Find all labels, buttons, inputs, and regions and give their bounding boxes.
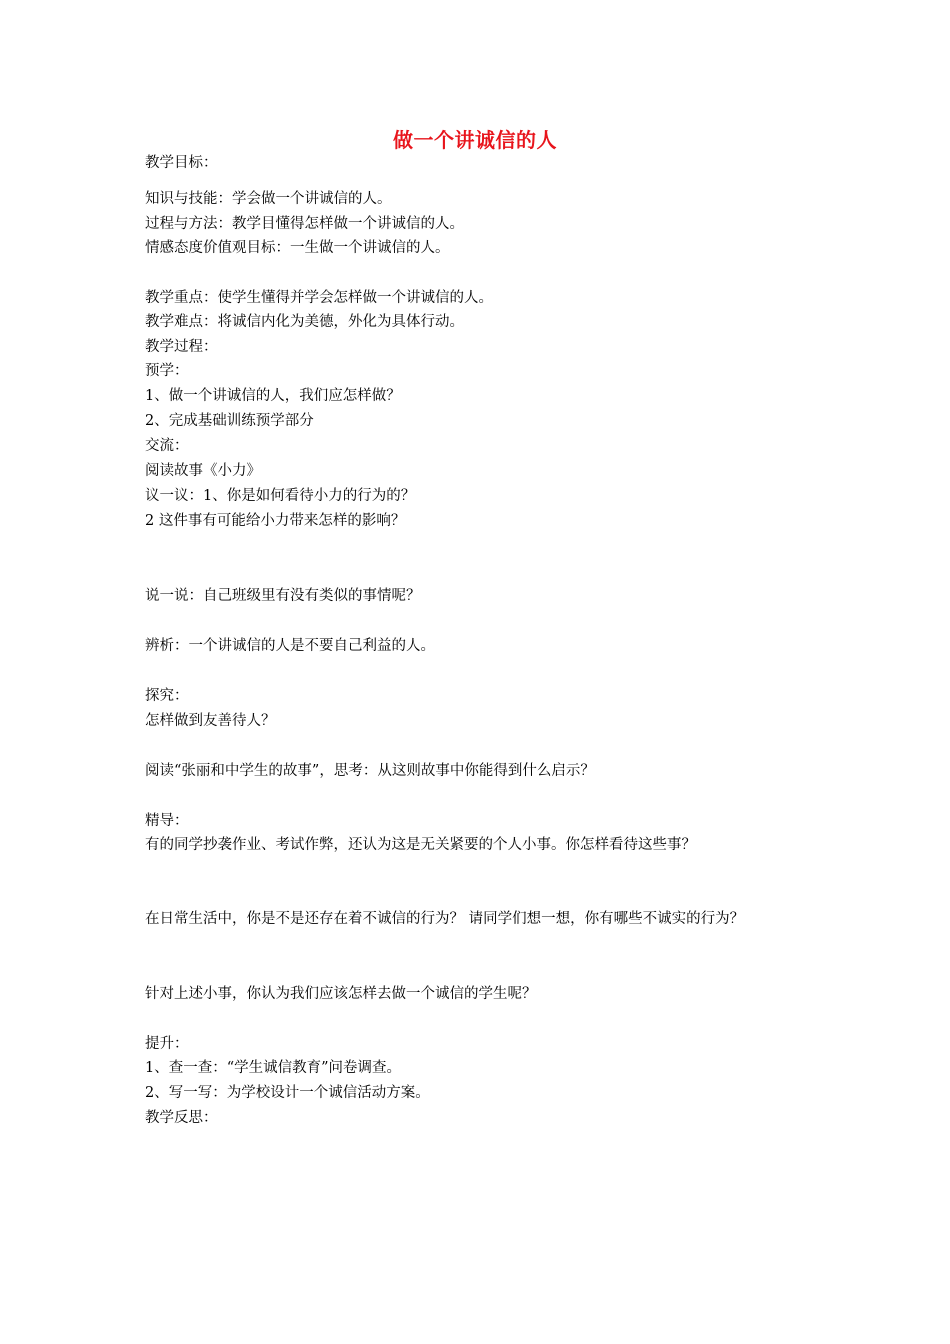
text-line-improve-1: 1、查一查：“学生诚信教育”问卷调查。 [145, 1060, 402, 1076]
text-line-friendly: 怎样做到友善待人？ [145, 713, 276, 729]
text-line-prestudy-2: 2、完成基础训练预学部分 [145, 413, 314, 429]
text-line-prestudy-1: 1、做一个讲诚信的人，我们应怎样做？ [145, 388, 401, 404]
text-line-emotion: 情感态度价值观目标：一生做一个讲诚信的人。 [145, 240, 450, 256]
text-line-response: 针对上述小事，你认为我们应该怎样去做一个诚信的学生呢？ [145, 986, 537, 1002]
document-title: 做一个讲诚信的人 [393, 128, 557, 152]
text-line-read-story: 阅读故事《小力》 [145, 463, 261, 479]
text-line-say: 说一说：自己班级里有没有类似的事情呢？ [145, 588, 421, 604]
text-line-objectives-heading: 教学目标： [145, 155, 218, 171]
text-line-prestudy: 预学： [145, 363, 189, 379]
text-line-key-point: 教学重点：使学生懂得并学会怎样做一个讲诚信的人。 [145, 290, 493, 306]
text-line-process: 过程与方法：教学目懂得怎样做一个讲诚信的人。 [145, 216, 464, 232]
text-line-cheating: 有的同学抄袭作业、考试作弊，还认为这是无关紧要的个人小事。你怎样看待这些事？ [145, 837, 696, 853]
text-line-improve: 提升： [145, 1036, 189, 1052]
text-line-difficulty: 教学难点：将诚信内化为美德，外化为具体行动。 [145, 314, 464, 330]
text-line-discuss-1: 议一议：1、你是如何看待小力的行为的？ [145, 488, 416, 504]
text-line-read-zhangli: 阅读“张丽和中学生的故事”，思考：从这则故事中你能得到什么启示？ [145, 763, 595, 779]
text-line-reflection: 教学反思： [145, 1110, 218, 1126]
text-line-analyze: 辨析：一个讲诚信的人是不要自己利益的人。 [145, 638, 435, 654]
text-line-improve-2: 2、写一写：为学校设计一个诚信活动方案。 [145, 1085, 430, 1101]
text-line-procedure: 教学过程： [145, 339, 218, 355]
text-line-daily-life: 在日常生活中，你是不是还存在着不诚信的行为？ 请同学们想一想，你有哪些不诚实的行为？ [145, 911, 745, 927]
text-line-explore: 探究： [145, 688, 189, 704]
text-line-guide: 精导： [145, 813, 189, 829]
text-line-discuss-2: 2 这件事有可能给小力带来怎样的影响？ [145, 513, 406, 529]
text-line-exchange: 交流： [145, 438, 189, 454]
text-line-knowledge: 知识与技能：学会做一个讲诚信的人。 [145, 191, 392, 207]
